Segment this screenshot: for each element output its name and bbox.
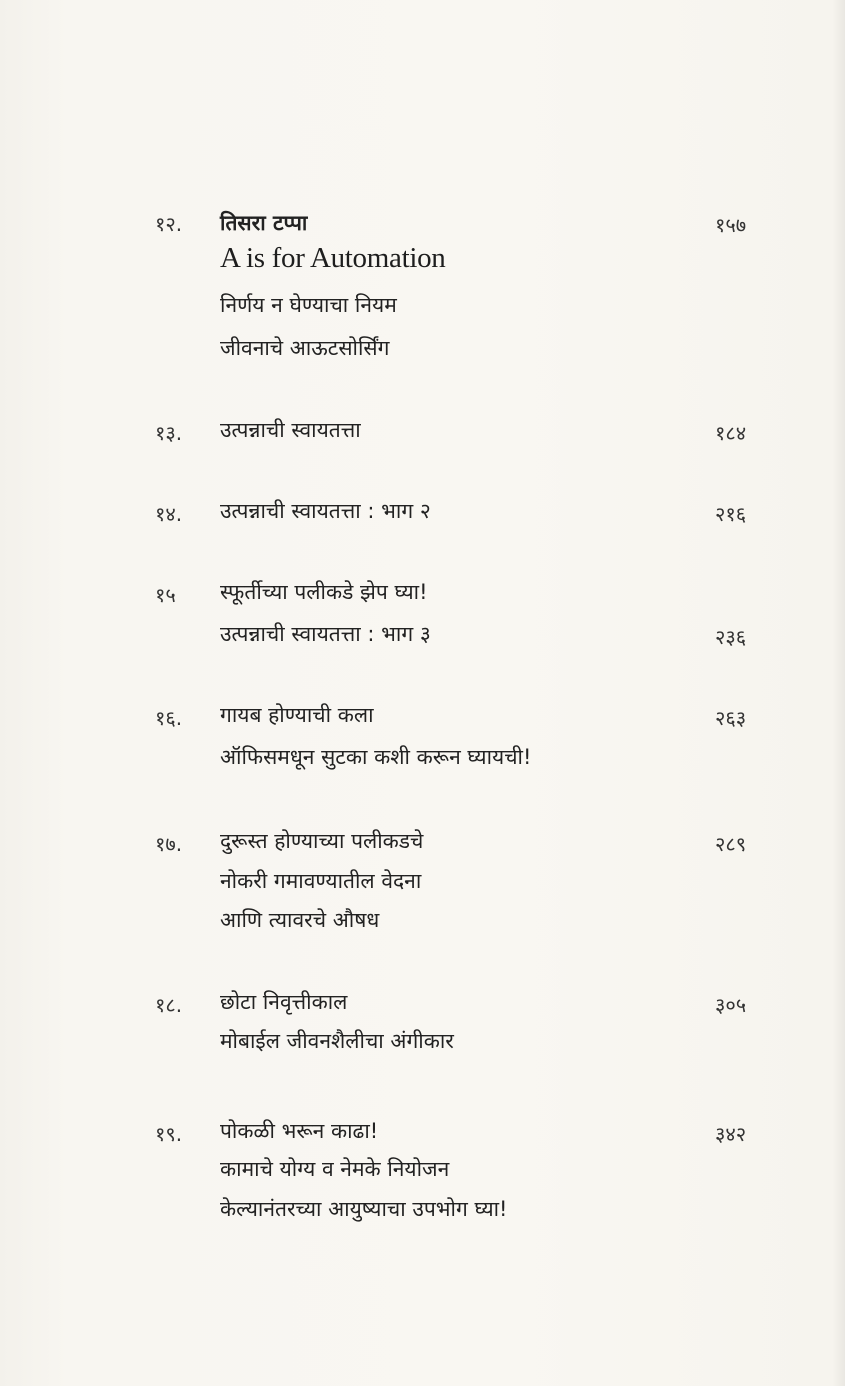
chapter-number: १८. [155, 993, 183, 1017]
page-number: २६३ [715, 706, 747, 730]
chapter-subtitle: उत्पन्नाची स्वायतत्ता : भाग ३ [220, 622, 431, 646]
chapter-number: १७. [155, 832, 183, 856]
chapter-number: १९. [155, 1122, 183, 1146]
chapter-title: उत्पन्नाची स्वायतत्ता [220, 418, 361, 442]
page-number: २८९ [715, 832, 747, 856]
page-number: २३६ [715, 625, 747, 649]
chapter-subtitle: मोबाईल जीवनशैलीचा अंगीकार [220, 1029, 454, 1053]
page-number: २१६ [715, 502, 747, 526]
chapter-title: तिसरा टप्पा [220, 211, 308, 235]
chapter-title: गायब होण्याची कला [220, 703, 374, 727]
chapter-subtitle: ऑफिसमधून सुटका कशी करून घ्यायची! [220, 745, 532, 769]
chapter-title: पोकळी भरून काढा! [220, 1119, 379, 1143]
page-number: ३०५ [715, 993, 747, 1017]
chapter-number: १४. [155, 502, 183, 526]
chapter-subtitle: जीवनाचे आऊटसोर्सिंग [220, 336, 390, 360]
page-number: १५७ [715, 213, 747, 237]
page-number: ३४२ [715, 1122, 747, 1146]
chapter-subtitle: निर्णय न घेण्याचा नियम [220, 293, 397, 317]
chapter-number: १६. [155, 706, 183, 730]
chapter-number: १२. [155, 212, 183, 236]
chapter-title: दुरूस्त होण्याच्या पलीकडचे [220, 829, 424, 853]
chapter-subtitle: नोकरी गमावण्यातील वेदना [220, 869, 422, 893]
chapter-number: १५ [155, 583, 176, 607]
page-edge-shadow [832, 0, 845, 1386]
chapter-subtitle: केल्यानंतरच्या आयुष्याचा उपभोग घ्या! [220, 1197, 508, 1221]
chapter-subtitle: आणि त्यावरचे औषध [220, 908, 380, 932]
chapter-subtitle: कामाचे योग्य व नेमके नियोजन [220, 1157, 450, 1181]
chapter-title: उत्पन्नाची स्वायतत्ता : भाग २ [220, 499, 431, 523]
chapter-number: १३. [155, 421, 183, 445]
chapter-title: स्फूर्तीच्या पलीकडे झेप घ्या! [220, 580, 428, 604]
page-number: १८४ [715, 421, 747, 445]
chapter-title: छोटा निवृत्तीकाल [220, 990, 348, 1014]
chapter-subtitle: A is for Automation [220, 242, 446, 274]
